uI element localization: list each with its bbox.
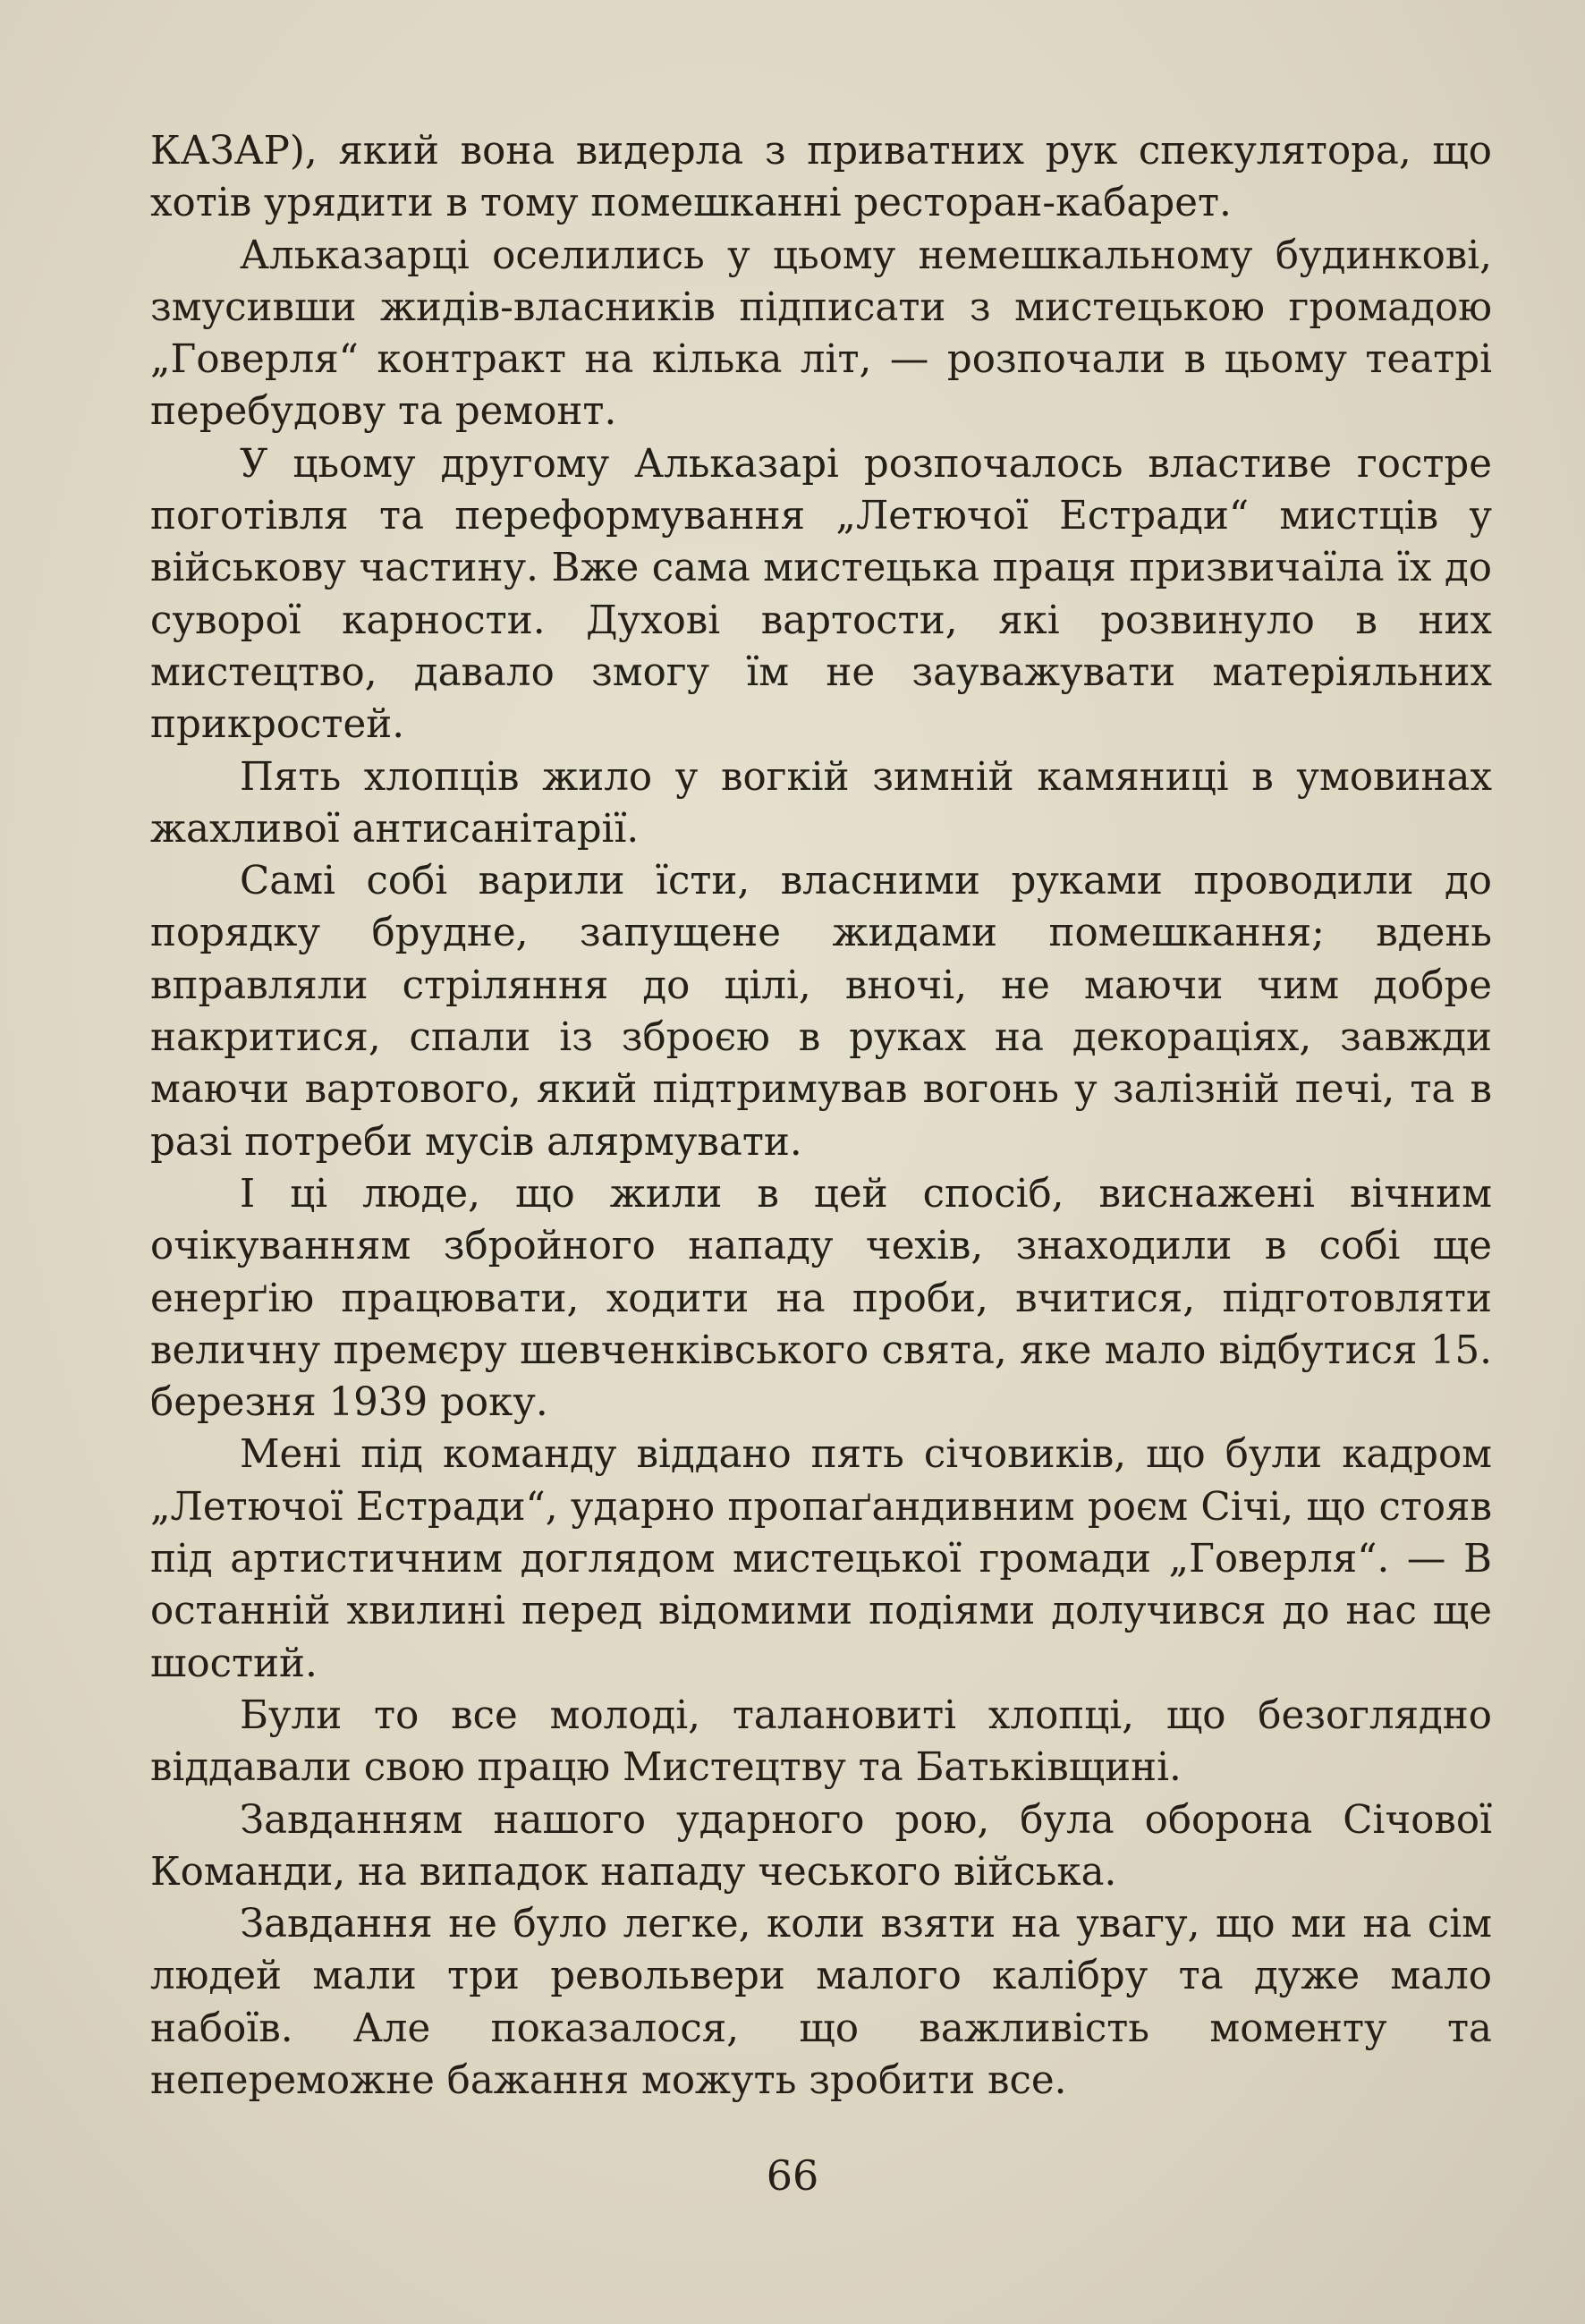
- paragraph: І ці люде, що жили в цей спосіб, виснажені вічним очікуванням збройного нападу чехів, знаходили в собі ще енерґію працювати, ходити на проби, вчитися, підготовляти величну премєру шевченківського свята, яке мало відбутися 15. березня 1939 року.: [150, 1171, 1492, 1426]
- paragraph: У цьому другому Альказарі розпочалось властиве гостре поготівля та переформування „Летючої Естради“ мистців у військову частину. Вже сама мистецька праця призвичаїла їх до суворої карности. Духові вартости, які розвинуло в них мистецтво, давало змогу їм не зауважувати матеріяльних прикростей.: [150, 441, 1492, 748]
- body-text: [150, 125, 1492, 2107]
- paragraph: Альказарці оселились у цьому немешкальному будинкові, змусивши жидів-власників підписати з мистецькою громадою „Говерля“ контракт на кілька літ, — розпочали в цьому театрі перебудову та ремонт.: [150, 233, 1492, 435]
- paragraph: Завданням нашого ударного рою, була оборона Січової Команди, на випадок нападу чеського війська.: [150, 1797, 1492, 1895]
- page-number: 66: [766, 2151, 819, 2200]
- paragraph: Мені під команду віддано пять січовиків, що були кадром „Летючої Естради“, ударно пропаґандивним роєм Січі, що стояв під артистичним доглядом мистецької громади „Говерля“. — В останній хвилині перед відомими подіями долучився до нас ще шостий.: [150, 1432, 1492, 1686]
- paragraph: Самі собі варили їсти, власними руками проводили до порядку брудне, запущене жидами помешкання; вдень вправляли стріляння до цілі, вночі, не маючи чим добре накритися, спали із зброєю в руках на декораціях, завжди маючи вартового, який підтримував вогонь у залізній печі, та в разі потреби мусів алярмувати.: [150, 859, 1492, 1165]
- paragraph: Пять хлопців жило у вогкій зимній камяниці в умовинах жахливої антисанітарії.: [150, 754, 1492, 852]
- paragraph: Завдання не було легке, коли взяти на увагу, що ми на сім людей мали три револьвери малого калібру та дуже мало набоїв. Але показалося, що важливість моменту та непереможне бажання можуть зробити все.: [150, 1902, 1492, 2103]
- paragraph: КАЗАР), який вона видерла з приватних рук спекулятора, що хотів урядити в тому помешканні ресторан-кабарет.: [150, 129, 1492, 226]
- paragraph: Були то все молоді, талановиті хлопці, що безоглядно віддавали свою працю Мистецтву та Батьківщині.: [150, 1692, 1492, 1791]
